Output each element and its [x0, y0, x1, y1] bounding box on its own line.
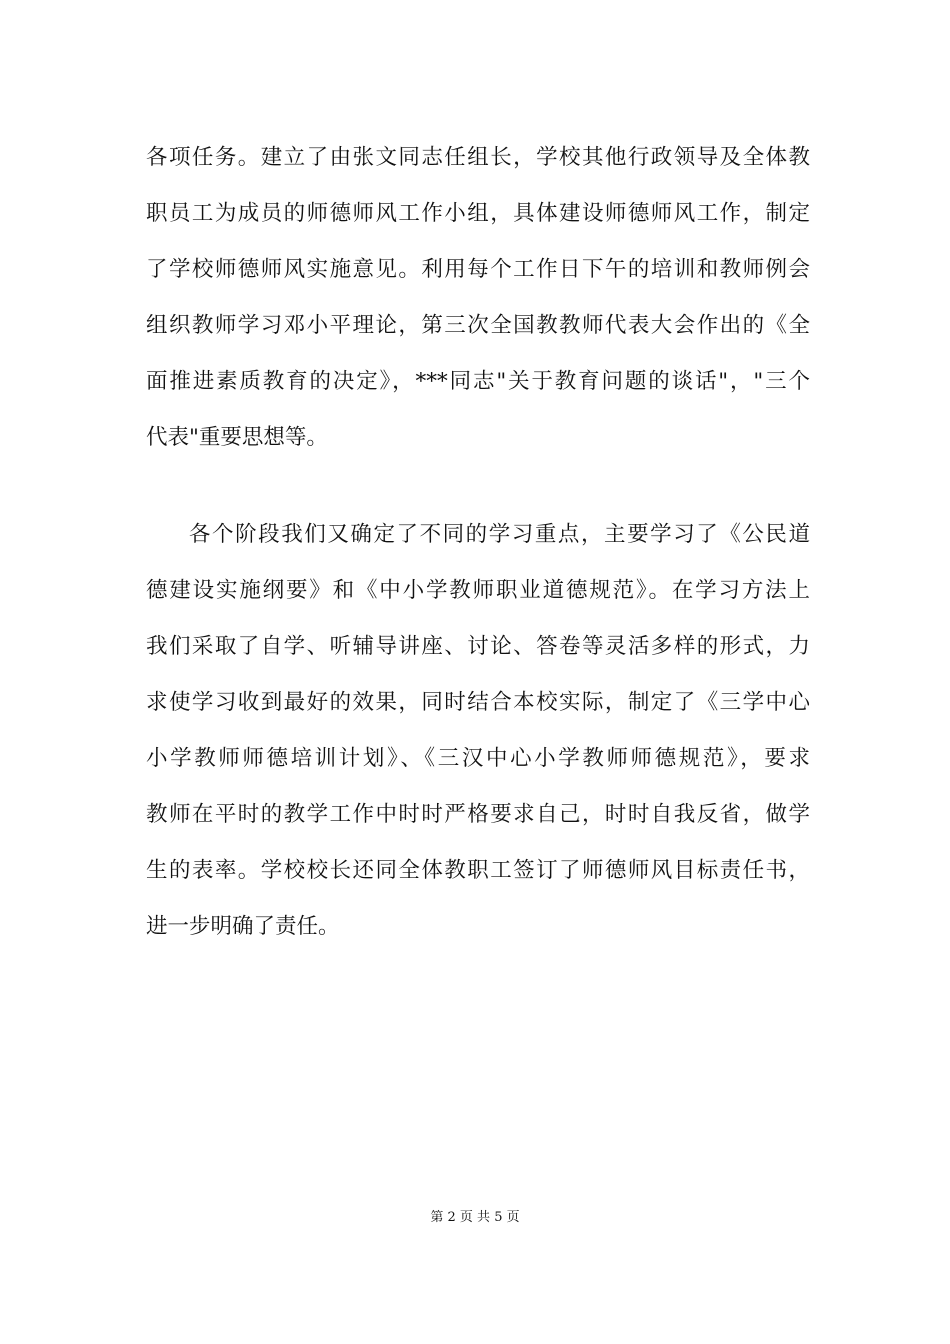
text-line: 进一步明确了责任。 — [146, 914, 340, 939]
text-line: 德建设实施纲要》和《中小学教师职业道德规范》。在学习方法上 — [146, 578, 810, 603]
text-line: 教师在平时的教学工作中时时严格要求自己，时时自我反省，做学 — [146, 802, 810, 827]
page-footer — [0, 1208, 950, 1228]
text-line: 小学教师师德培训计划》、《三汉中心小学教师师德规范》，要求 — [146, 746, 810, 771]
paragraph-1 — [146, 130, 810, 466]
text-line: 各项任务。建立了由张文同志任组长，学校其他行政领导及全体教 — [146, 145, 810, 170]
text-line: 组织教师学习邓小平理论，第三次全国教教师代表大会作出的《全 — [146, 313, 810, 338]
text-line: 我们采取了自学、听辅导讲座、讨论、答卷等灵活多样的形式，力 — [146, 634, 810, 659]
paragraph-2 — [146, 507, 810, 955]
text-line: 生的表率。学校校长还同全体教职工签订了师德师风目标责任书， — [146, 858, 810, 883]
document-body — [146, 130, 810, 955]
text-line: 面推进素质教育的决定》，***同志"关于教育问题的谈话"，"三个 — [146, 369, 810, 394]
text-line: 了学校师德师风实施意见。利用每个工作日下午的培训和教师例会 — [146, 257, 810, 282]
text-line: 求使学习收到最好的效果，同时结合本校实际，制定了《三学中心 — [146, 690, 810, 715]
text-line: 代表"重要思想等。 — [146, 425, 328, 450]
paragraph-spacer — [146, 466, 810, 507]
page-number-label: 第 2 页 共 5 页 — [430, 1210, 520, 1225]
text-line: 各个阶段我们又确定了不同的学习重点，主要学习了《公民道 — [189, 522, 810, 547]
text-line: 职员工为成员的师德师风工作小组，具体建设师德师风工作，制定 — [146, 201, 810, 226]
